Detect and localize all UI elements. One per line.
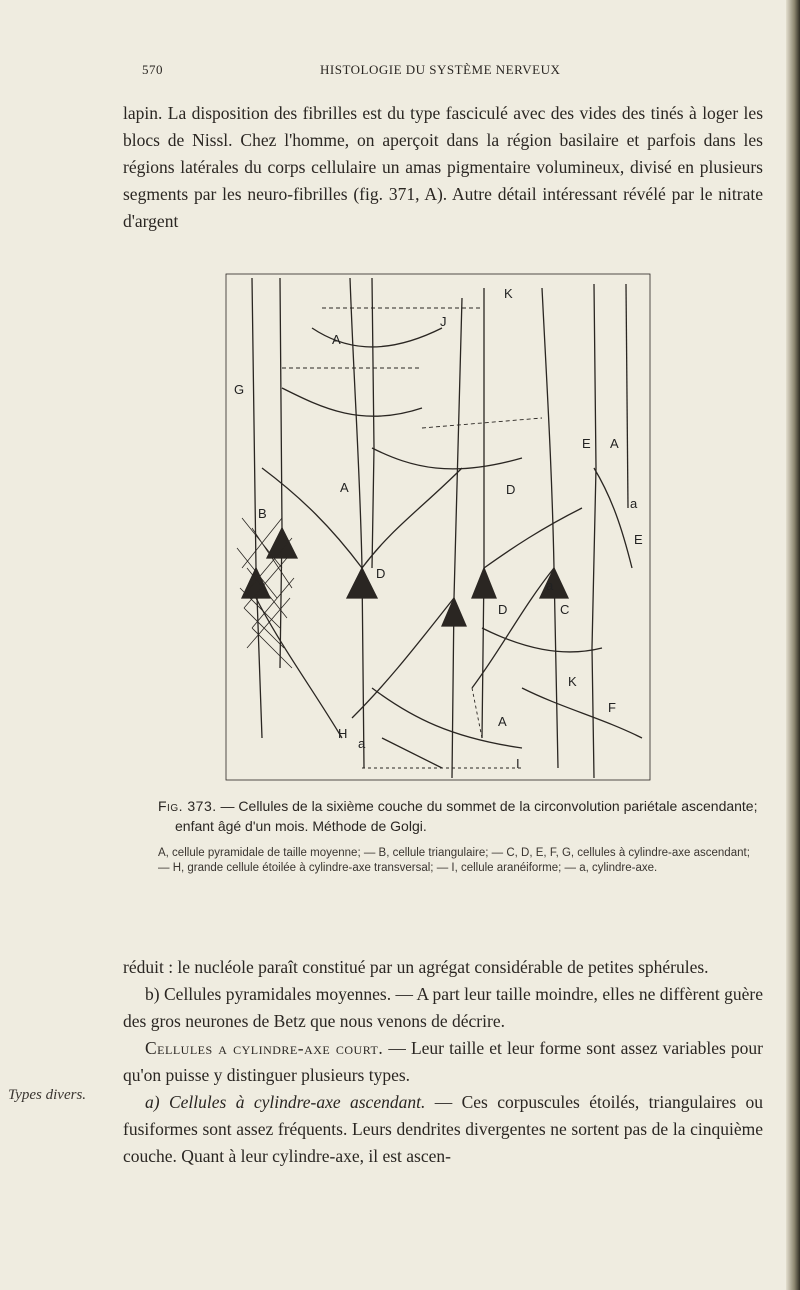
figure-caption <box>158 796 758 836</box>
figure-label: A <box>498 714 507 729</box>
figure-label: A <box>340 480 349 495</box>
figure-label: F <box>608 700 616 715</box>
figure-label: a <box>546 578 554 593</box>
figure-label: G <box>234 382 245 397</box>
figure-label: I <box>516 756 520 771</box>
top-paragraph <box>123 100 763 235</box>
running-title: HISTOLOGIE DU SYSTÈME NERVEUX <box>320 62 561 77</box>
paragraph-cylindre-court <box>123 1035 763 1089</box>
figure-label: C <box>560 602 570 617</box>
paragraph-ascendant <box>123 1089 763 1170</box>
figure-caption-text: — Cellules de la sixième couche du sommet de la circonvolution pariétale ascendante; enfant âgé d'un mois. Méthode de Golgi. <box>175 798 758 834</box>
figure-label: A <box>332 332 341 347</box>
figure-legend <box>158 846 758 876</box>
page-number: 570 <box>142 62 163 77</box>
golgi-drawing <box>222 268 654 784</box>
figure-label: D <box>506 482 516 497</box>
figure-label: J <box>440 314 447 329</box>
figure-label: D <box>498 602 508 617</box>
figure-label: K <box>504 286 513 301</box>
paragraph-pyramidales: b) Cellules pyramidales moyennes. — A part leur taille moindre, elles ne diffèrent guère des gros neurones de Betz que nous venons de décrire. <box>123 984 763 1031</box>
figure-label: a <box>630 496 638 511</box>
figure-label: D <box>376 566 386 581</box>
figure-illustration <box>222 268 654 784</box>
figure-label: K <box>568 674 577 689</box>
figure-number: Fig. 373. <box>158 798 217 814</box>
figure-label: a <box>358 736 366 751</box>
figure-label: E <box>582 436 591 451</box>
figure-label: B <box>258 506 267 521</box>
bottom-text <box>123 954 763 1170</box>
figure-label: E <box>634 532 643 547</box>
top-paragraph-text: lapin. La disposition des fibrilles est du type fasciculé avec des vides des tinés à loger les blocs de Nissl. Chez l'homme, on aperçoit dans la région basilaire et parfois dans les régions latérales du corps cellulaire un amas pigmentaire volumineux, divisé en plusieurs segments par les neuro-fibrilles (fig. 371, A). Autre détail intéressant révélé par le nitrate d'argent <box>123 103 763 231</box>
paragraph-nucleole: réduit : le nucléole paraît constitué par un agrégat considérable de petites sphérules. <box>123 957 709 977</box>
subsection-heading: a) Cellules à cylindre-axe ascendant. <box>145 1092 426 1112</box>
section-heading: Cellules a cylindre-axe court. <box>145 1038 384 1058</box>
figure-label: A <box>610 436 619 451</box>
figure-legend-text: A, cellule pyramidale de taille moyenne; — B, cellule triangulaire; — C, D, E, F, G, cellules à cylindre-axe ascendant; — H, grande cellule étoilée à cylindre-axe transversal; — I, cellule aranéiforme; — a, cylindre-axe. <box>158 847 750 874</box>
margin-note: Types divers. <box>8 1087 87 1103</box>
figure-label: H <box>338 726 348 741</box>
paragraph-ascendant-text: — Ces corpuscules étoilés, triangulaires ou fusiformes sont assez fréquents. Leurs dendrites divergentes ne sortent pas de la cinquième couche. Quant à leur cylindre-axe, il est ascen- <box>123 1092 764 1166</box>
paragraph-cylindre-court-text: — Leur taille et leur forme sont assez variables pour qu'on puisse y distinguer plusieurs types. <box>123 1038 763 1085</box>
page-edge <box>786 0 800 1290</box>
